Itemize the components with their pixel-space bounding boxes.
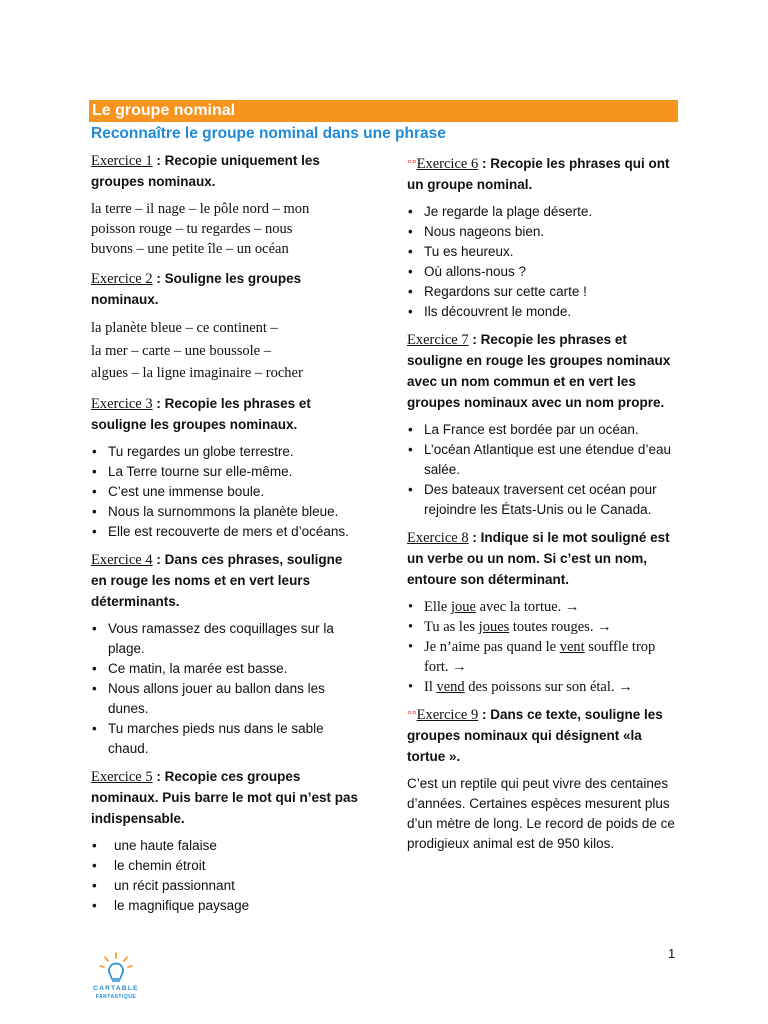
list-item: • Je regarde la plage déserte.	[407, 202, 682, 222]
exercise-2-content	[91, 317, 359, 385]
text-after: avec la tortue. →	[475, 599, 580, 615]
logo-line: CARTABLE	[93, 985, 139, 992]
page-number: 1	[668, 946, 676, 961]
underlined-word: vend	[436, 679, 465, 695]
difficulty-marker: °°	[407, 157, 417, 171]
difficulty-marker: °°	[407, 708, 417, 722]
underlined-word: joues	[478, 619, 510, 635]
text-line: la terre – il nage – le pôle nord – mon	[91, 201, 310, 217]
exercise-8-list	[407, 597, 682, 697]
exercise-8-heading	[407, 527, 682, 590]
left-column	[91, 150, 359, 923]
exercise-instruction: : Recopie les phrases et souligne en rouge les groupes nominaux avec un nom commun et en vert les groupes nominaux avec un nom propre.	[407, 332, 671, 410]
list-item: • La Terre tourne sur elle-même.	[91, 462, 359, 482]
page-subtitle: Reconnaître le groupe nominal dans une phrase	[91, 125, 446, 142]
list-item: • La France est bordée par un océan.	[407, 420, 682, 440]
list-item: • C’est une immense boule.	[91, 482, 359, 502]
text-line: la mer – carte – une boussole –	[91, 342, 271, 359]
text-line: poisson rouge – tu regardes – nous	[91, 221, 293, 237]
exercise-instruction: : Dans ce texte, souligne les groupes nominaux qui désignent «la tortue ».	[407, 707, 663, 764]
list-item: • Ce matin, la marée est basse.	[91, 659, 359, 679]
exercise-9-text: C’est un reptile qui peut vivre des centaines d’années. Certaines espèces mesurent plus d’un mètre de long. Le record de poids de ce prodigieux animal est de 950 kilos.	[407, 776, 675, 851]
exercise-1-content	[91, 199, 359, 259]
list-item: • Tu marches pieds nus dans le sable chaud.	[91, 719, 359, 759]
exercise-instruction: : Dans ces phrases, souligne en rouge les noms et en vert leurs déterminants.	[91, 551, 343, 609]
exercise-number: Exercice 2	[91, 271, 153, 287]
exercise-6-list	[407, 202, 682, 322]
exercise-number: Exercice 1	[91, 153, 153, 169]
text-line: algues – la ligne imaginaire – rocher	[91, 365, 303, 381]
text-line: la planète bleue – ce continent –	[91, 320, 278, 336]
list-item: • Nous la surnommons la planète bleue.	[91, 502, 359, 522]
exercise-9-heading	[407, 704, 682, 767]
exercise-number: Exercice 6	[416, 156, 479, 172]
exercise-number: Exercice 7	[407, 332, 469, 348]
exercise-6-heading	[407, 153, 682, 195]
exercise-instruction: : Indique si le mot souligné est un verbe ou un nom. Si c’est un nom, entoure son déterminant.	[407, 530, 670, 587]
exercise-instruction: : Souligne les groupes nominaux.	[91, 271, 302, 307]
exercise-number: Exercice 4	[91, 551, 153, 568]
list-item: • Ils découvrent le monde.	[407, 302, 682, 322]
list-item	[407, 637, 682, 677]
list-item: • Tu es heureux.	[407, 242, 682, 262]
text-before: Je n’aime pas quand le	[424, 639, 560, 655]
exercise-3-list	[91, 442, 359, 542]
exercise-3-heading	[91, 393, 359, 435]
exercise-2-heading	[91, 268, 359, 310]
exercise-7-heading	[407, 329, 682, 413]
list-item	[407, 597, 682, 617]
exercise-instruction: : Recopie les phrases et souligne les groupes nominaux.	[91, 395, 311, 432]
logo-line: FANTASTIQUE	[95, 994, 137, 1000]
list-item: • Nous allons jouer au ballon dans les dunes.	[91, 679, 359, 719]
underlined-word: vent	[559, 639, 585, 655]
list-item: • un récit passionnant	[91, 876, 359, 896]
exercise-4-heading	[91, 549, 359, 612]
text-before: Tu as les	[424, 619, 479, 635]
list-item: • Vous ramassez des coquillages sur la plage.	[91, 619, 359, 659]
list-item: • Elle est recouverte de mers et d’océans.	[91, 522, 359, 542]
list-item	[407, 677, 682, 697]
list-item: • le magnifique paysage	[91, 896, 359, 916]
list-item: • Tu regardes un globe terrestre.	[91, 442, 359, 462]
exercise-1-heading	[91, 150, 359, 192]
list-item: • Des bateaux traversent cet océan pour rejoindre les États-Unis ou le Canada.	[407, 480, 682, 520]
list-item: • Où allons-nous ?	[407, 262, 682, 282]
exercise-instruction: : Recopie ces groupes nominaux. Puis barre le mot qui n’est pas indispensable.	[91, 768, 359, 826]
exercise-number: Exercice 5	[91, 768, 153, 785]
exercise-number: Exercice 3	[91, 395, 153, 412]
exercise-instruction: : Recopie uniquement les groupes nominaux.	[91, 153, 320, 189]
exercise-7-list	[407, 420, 682, 520]
list-item	[407, 617, 682, 637]
list-item: • Nous nageons bien.	[407, 222, 682, 242]
exercise-instruction: : Recopie les phrases qui ont un groupe nominal.	[407, 156, 670, 192]
text-after: souffle trop fort. →	[424, 639, 656, 675]
text-after: toutes rouges. →	[509, 619, 612, 635]
exercise-4-list	[91, 619, 359, 759]
exercise-5-heading	[91, 766, 359, 829]
list-item: • le chemin étroit	[91, 856, 359, 876]
list-item: • Regardons sur cette carte !	[407, 282, 682, 302]
title-bar	[89, 100, 678, 122]
text-before: Elle	[424, 599, 451, 615]
exercise-number: Exercice 9	[416, 707, 479, 723]
list-item: • L’océan Atlantique est une étendue d’eau salée.	[407, 440, 682, 480]
exercise-number: Exercice 8	[407, 530, 469, 546]
logo-text	[86, 985, 146, 1001]
page-title: Le groupe nominal	[92, 102, 236, 119]
list-item: • une haute falaise	[91, 836, 359, 856]
text-after: des poissons sur son étal. →	[464, 679, 633, 695]
exercise-5-list	[91, 836, 359, 916]
text-before: Il	[424, 679, 437, 695]
underlined-word: joue	[450, 599, 476, 615]
right-column	[407, 153, 682, 854]
text-line: buvons – une petite île – un océan	[91, 241, 289, 257]
